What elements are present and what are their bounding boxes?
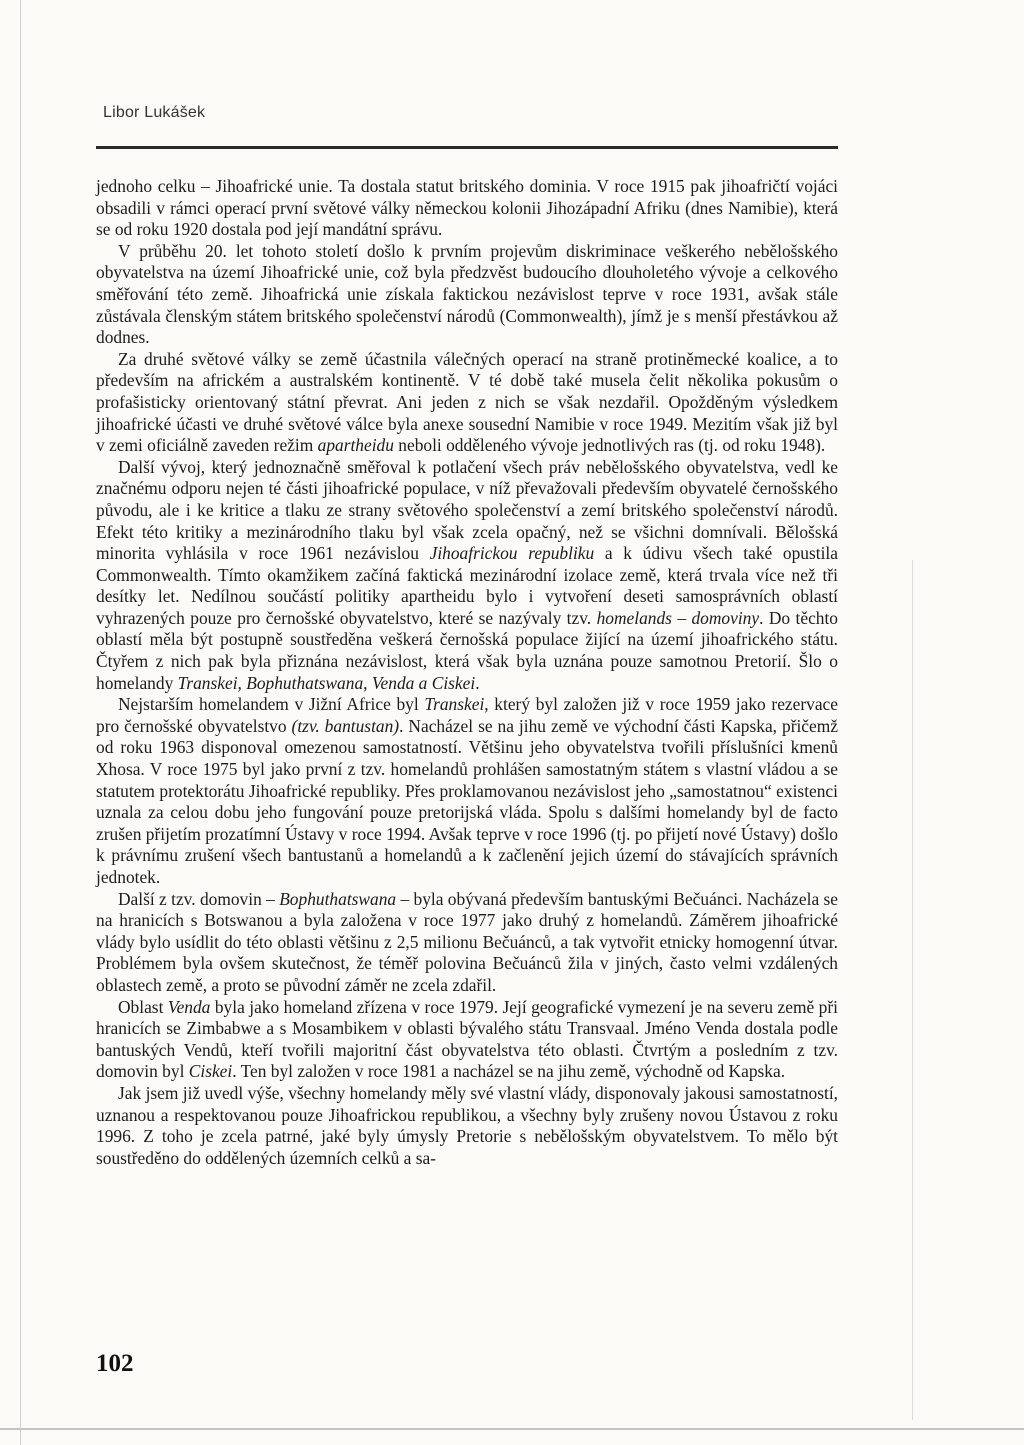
italic-text-run: Transkei [424,694,485,715]
scan-edge-right [912,560,913,1420]
text-run: Za druhé světové války se země účastnila válečných operací na straně protiněmecké koalice, a to především na africkém a australském kontinentě. V té době také musela čelit několika pokusům o profašisticky orientovaný státní převrat. Ani jeden z nich se však nezdařil. Opožděným výsledkem jihoafrické účasti ve druhé světové válce byla anexe sousední Namibie v roce 1949. Mezitím však již byl v zemi oficiálně zaveden režim [96,348,838,456]
text-run: Další vývoj, který jednoznačně směřoval k potlačení všech práv nebělošského obyvatelstva, vedl ke značnému odporu nejen té části jihoafrické populace, v níž převažovali především obyvatelé černošského původu, ale i ke kritice a tlaku ze strany světového společenství a zemí britského společenství národů. Efekt této kritiky a mezinárodního tlaku byl však zcela opačný, než se všichni domnívali. Bělošská minorita vyhlásila v roce 1961 nezávislou [96,456,838,564]
text-run: a k údivu všech také opustila Commonwealth. Tímto okamžikem začíná faktická mezinárodní izolace země, která trvala více než tři desítky let. Nedílnou součástí politiky apartheidu bylo i vytvoření deseti samosprávních oblastí vyhrazených pouze pro černošské obyvatelstvo, které se nazývaly tzv. [96,543,838,628]
text-run: , který byl založen již v roce 1959 jako rezervace pro černošské obyvatelstvo [96,694,838,736]
text-run: byla jako homeland zřízena v roce 1979. Její geografické vymezení je na severu země při hranicích se Zimbabwe a s Mosambikem v oblasti bývalého státu Transvaal. Jméno Venda dostala podle bantuských Vendů, kteří tvořili majoritní část obyvatelstva této oblasti. Čtvrtým a posledním z tzv. domovin byl [96,996,838,1082]
text-run: Jak jsem již uvedl výše, všechny homelandy měly své vlastní vlády, disponovaly jakousi samostatností, uznanou a respektovanou pouze Jihoafrickou republikou, a všechny byly zrušeny novou Ústavou z roku 1996. Z toho je zcela patrné, jaké byly úmysly Pretorie s nebělošským obyvatelstvem. To mělo být soustředěno do oddělených územních celků a sa- [96,1082,838,1168]
text-run: . Do těchto oblastí měla být postupně soustředěna veškerá černošská populace žijící na území jihoafrického státu. Čtyřem z nich pak byla přiznána nezávislost, která však byla uznána pouze samotnou Pretorií. Šlo o homelandy [96,607,839,693]
text-run: . Ten byl založen v roce 1981 a nacházel se na jihu země, východně od Kapska. [232,1061,786,1082]
text-run: V průběhu 20. let tohoto století došlo k prvním projevům diskriminace veškerého nebělošského obyvatelstva na území Jihoafrické unie, což byla předzvěst budoucího dlouholetého vývoje a celkového směřování této země. Jihoafrická unie získala faktickou nezávislost teprve v roce 1931, avšak stále zůstávala členským státem britského společenství národů (Commonwealth), jímž je s menší přestávkou až dodnes. [96,240,838,348]
running-head: Libor Lukášek [103,104,206,121]
scan-edge-bottom [0,1428,1024,1430]
italic-text-run: Transkei, Bophuthatswana, Venda a Ciskei [177,672,476,693]
text-run: – byla obývaná především bantuskými Bečuánci. Nacházela se na hranicích s Botswanou a byla založena v roce 1977 jako druhý z homelandů. Záměrem jihoafrické vlády bylo usídlit do této oblasti většinu z 2,5 milionu Bečuánců, a tak vytvořit etnicky homogenní útvar. Problémem byla ovšem skutečnost, že téměř polovina Bečuánců žila v jiných, často velmi vzdálených oblastech země, a proto se původní záměr ne zcela zdařil. [96,888,838,995]
body-text [96,176,838,1169]
italic-text-run: Ciskei [188,1061,233,1082]
page-number: 102 [96,1350,134,1377]
paragraph [96,176,838,241]
text-run: neboli odděleného vývoje jednotlivých ras (tj. od roku 1948). [393,435,826,456]
italic-text-run: apartheidu [317,435,394,456]
text-run: Nejstarším homelandem v Jižní Africe byl [118,694,425,715]
header-rule [96,146,838,149]
italic-text-run: Venda [167,996,211,1017]
paragraph [96,997,838,1083]
text-run: Oblast [118,996,168,1017]
text-run: . Nacházel se na jihu země ve východní části Kapska, přičemž od roku 1963 disponoval omezenou samostatností. Většinu jeho obyvatelstva tvořili příslušníci kmenů Xhosa. V roce 1975 byl jako první z tzv. homelandů prohlášen samostatným státem s vlastní vládou a se statutem protektorátu Jihoafrické republiky. Přes proklamovanou nezávislost jeho „samostatnou“ existenci uznala za celou dobu jeho fungování pouze pretorijská vláda. Spolu s dalšími homelandy byl de facto zrušen přijetím prozatímní Ústavy v roce 1994. Avšak teprve v roce 1996 (tj. po přijetí nové Ústavy) došlo k právnímu zrušení všech bantustanů a homelandů a k začlenění jejich území do stávajících správních jednotek. [96,715,838,887]
text-run: Další z tzv. domovin – [118,888,280,909]
paragraph [96,1083,838,1169]
text-run: . [475,672,480,693]
paragraph [96,349,838,457]
paragraph [96,457,838,695]
italic-text-run: homelands – domoviny [596,607,760,628]
italic-text-run: Jihoafrickou republiku [429,543,595,564]
scan-edge-left [20,0,21,1445]
text-run: jednoho celku – Jihoafrické unie. Ta dostala statut britského dominia. V roce 1915 pak jihoafričtí vojáci obsadili v rámci operací první světové války německou kolonii Jihozápadní Afriku (dnes Namibie), která se od roku 1920 dostala pod její mandátní správu. [96,176,838,240]
paragraph [96,889,838,997]
italic-text-run: (tzv. bantustan) [291,715,400,736]
paragraph [96,694,838,888]
italic-text-run: Bophuthatswana [279,888,397,909]
paragraph [96,241,838,349]
